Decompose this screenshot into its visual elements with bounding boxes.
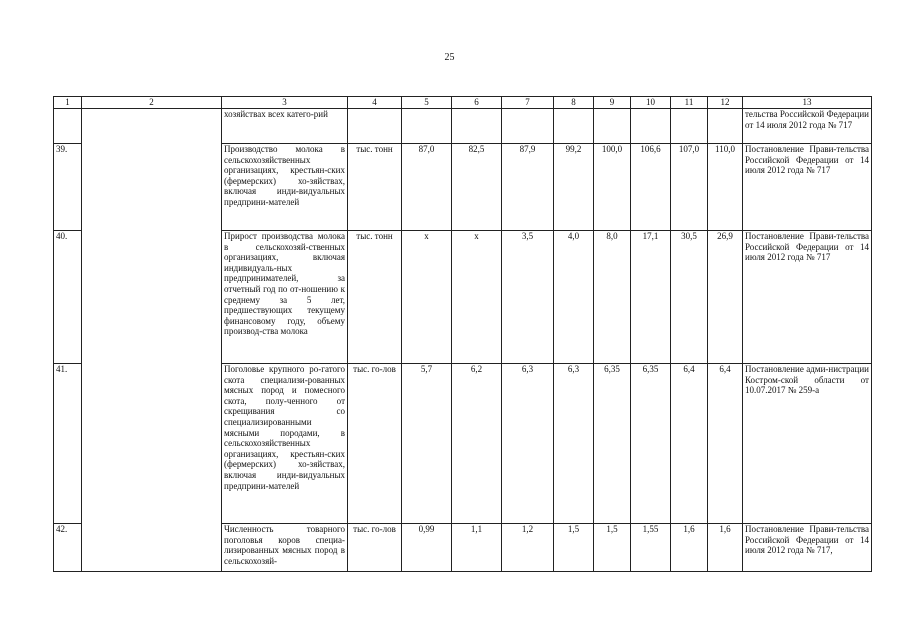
cell-value: 4,0 — [554, 231, 594, 364]
cell-unit: тыс. тонн — [348, 144, 402, 231]
col-header: 11 — [671, 97, 708, 109]
col-header: 8 — [554, 97, 594, 109]
cell-value: 6,2 — [452, 364, 502, 524]
cell-value: 17,1 — [631, 231, 671, 364]
cell-value: х — [402, 231, 452, 364]
cell-value: 100,0 — [594, 144, 631, 231]
cell-value — [554, 109, 594, 144]
cell-value — [594, 109, 631, 144]
cell-value: 6,35 — [594, 364, 631, 524]
cell-value: 1,6 — [671, 524, 708, 572]
cell-value — [402, 109, 452, 144]
cell-unit: тыс. го-лов — [348, 524, 402, 572]
cell-value: 99,2 — [554, 144, 594, 231]
col-header: 3 — [222, 97, 348, 109]
col-header: 5 — [402, 97, 452, 109]
cell-value: 6,4 — [671, 364, 708, 524]
cell-num — [54, 109, 82, 144]
cell-value — [452, 109, 502, 144]
cell-indicator: Прирост производства молока в сельскохозяй-ственных организациях, включая индивидуаль-ных предпринимателей, за отчетный год по от-ношению к среднему за 5 лет, предшествующих текущему финансовому году, объему производ-ства молока — [222, 231, 348, 364]
cell-source: Постановление адми-нистрации Костром-ской области от 10.07.2017 № 259-а — [743, 364, 872, 524]
col-header: 4 — [348, 97, 402, 109]
cell-value: 1,2 — [502, 524, 554, 572]
cell-num: 42. — [54, 524, 82, 572]
cell-merged-col2 — [82, 109, 222, 572]
col-header: 1 — [54, 97, 82, 109]
cell-indicator: Численность товарного поголовья коров специа-лизированных мясных пород в сельскохозяй- — [222, 524, 348, 572]
cell-value: 87,0 — [402, 144, 452, 231]
cell-num: 39. — [54, 144, 82, 231]
cell-value: 6,4 — [708, 364, 743, 524]
cell-num: 41. — [54, 364, 82, 524]
cell-value: х — [452, 231, 502, 364]
table-row-continuation — [54, 109, 872, 144]
col-header: 13 — [743, 97, 872, 109]
col-header: 12 — [708, 97, 743, 109]
col-header: 2 — [82, 97, 222, 109]
col-header: 10 — [631, 97, 671, 109]
cell-value: 6,3 — [502, 364, 554, 524]
cell-source: тельства Российской Федерации от 14 июля 2012 года № 717 — [743, 109, 872, 144]
cell-value: 1,1 — [452, 524, 502, 572]
cell-value: 30,5 — [671, 231, 708, 364]
cell-value: 82,5 — [452, 144, 502, 231]
cell-value: 26,9 — [708, 231, 743, 364]
cell-value: 110,0 — [708, 144, 743, 231]
cell-indicator: хозяйствах всех катего-рий — [222, 109, 348, 144]
cell-indicator: Поголовье крупного ро-гатого скота специализи-рованных мясных пород и помесного скота, полу-ченного от скрещивания со специализированными мясными породами, в сельскохозяйственных организациях, крестьян-ских (фермерских) хо-зяйствах, включая инди-видуальных предприни-мателей — [222, 364, 348, 524]
cell-unit: тыс. тонн — [348, 231, 402, 364]
cell-value: 0,99 — [402, 524, 452, 572]
cell-value: 1,55 — [631, 524, 671, 572]
cell-source: Постановление Прави-тельства Российской Федерации от 14 июля 2012 года № 717, — [743, 524, 872, 572]
cell-value — [631, 109, 671, 144]
cell-value: 107,0 — [671, 144, 708, 231]
cell-unit: тыс. го-лов — [348, 364, 402, 524]
cell-source: Постановление Прави-тельства Российской Федерации от 14 июля 2012 года № 717 — [743, 231, 872, 364]
cell-value — [708, 109, 743, 144]
cell-value: 87,9 — [502, 144, 554, 231]
cell-value: 3,5 — [502, 231, 554, 364]
cell-value: 1,5 — [554, 524, 594, 572]
col-header: 7 — [502, 97, 554, 109]
cell-value: 8,0 — [594, 231, 631, 364]
cell-source: Постановление Прави-тельства Российской Федерации от 14 июля 2012 года № 717 — [743, 144, 872, 231]
cell-value: 1,5 — [594, 524, 631, 572]
cell-value: 5,7 — [402, 364, 452, 524]
col-header: 6 — [452, 97, 502, 109]
cell-indicator: Производство молока в сельскохозяйственных организациях, крестьян-ских (фермерских) хо-зяйствах, включая инди-видуальных предприни-мателей — [222, 144, 348, 231]
page-number: 25 — [444, 52, 455, 63]
header-row — [54, 97, 872, 109]
cell-value — [502, 109, 554, 144]
cell-value: 6,35 — [631, 364, 671, 524]
cell-value — [671, 109, 708, 144]
cell-unit — [348, 109, 402, 144]
cell-num: 40. — [54, 231, 82, 364]
cell-value: 106,6 — [631, 144, 671, 231]
indicators-table — [53, 96, 872, 572]
cell-value: 1,6 — [708, 524, 743, 572]
col-header: 9 — [594, 97, 631, 109]
cell-value: 6,3 — [554, 364, 594, 524]
